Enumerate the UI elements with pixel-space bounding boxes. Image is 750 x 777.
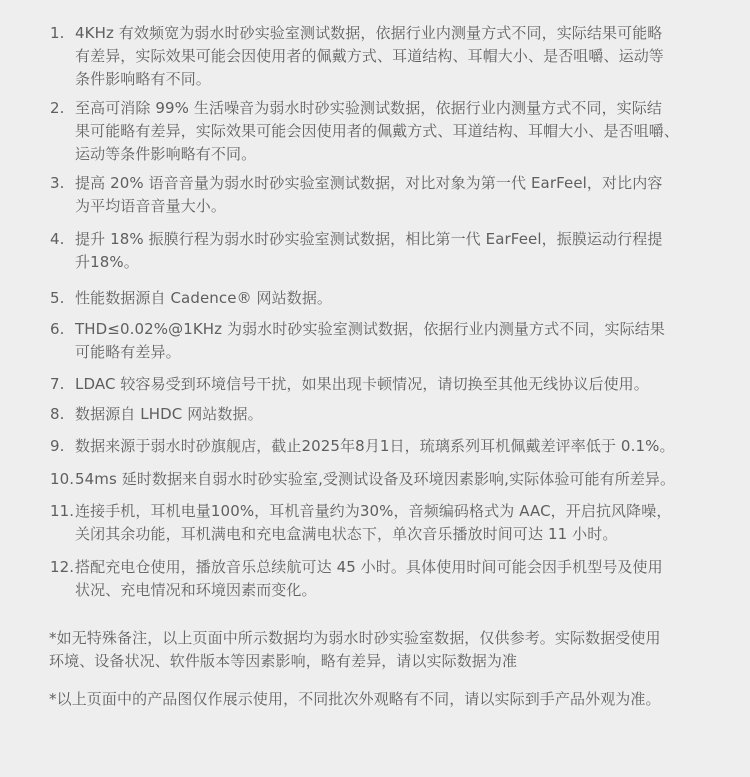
note-text: 提高 20% 语音音量为弱水时砂实验室测试数据，对比对象为第一代 EarFeel，对比内容 为平均语音音量大小。 xyxy=(75,174,663,215)
note-text: LDAC 较容易受到环境信号干扰，如果出现卡顿情况，请切换至其他无线协议后使用。 xyxy=(75,375,649,393)
note-text: 4KHz 有效频宽为弱水时砂实验室测试数据，依据行业内测量方式不同，实际结果可能略 有差异，实际效果可能会因使用者的佩戴方式、耳道结构、耳帽大小、是否咀嚼、运动等 条件影响略有不同。 xyxy=(75,24,664,88)
note-number: 3. xyxy=(50,174,65,192)
note-text: 搭配充电仓使用，播放音乐总续航可达 45 小时。具体使用时间可能会因手机型号及使用 状况、充电情况和环境因素而变化。 xyxy=(75,558,663,599)
note-text: THD≤0.02%@1KHz 为弱水时砂实验室测试数据，依据行业内测量方式不同，实际结果 可能略有差异。 xyxy=(75,320,665,361)
note-text: 数据源自 LHDC 网站数据。 xyxy=(75,405,263,423)
note-number: 1. xyxy=(50,24,65,42)
note-number: 10. xyxy=(50,470,75,488)
note-number: 11. xyxy=(50,502,75,520)
note-text: 数据来源于弱水时砂旗舰店，截止2025年8月1日，琉璃系列耳机佩戴差评率低于 0.1%。 xyxy=(75,437,675,455)
note-text: 至高可消除 99% 生活噪音为弱水时砂实验测试数据，依据行业内测量方式不同，实际结 果可能略有差异，实际效果可能会因使用者的佩戴方式、耳道结构、耳帽大小、是否咀嚼、 运动等条件影响略有不同。 xyxy=(75,99,680,163)
note-text: 性能数据源自 Cadence® 网站数据。 xyxy=(75,289,333,307)
note-number: 7. xyxy=(50,375,65,393)
note-number: 8. xyxy=(50,405,65,423)
footnote-image-disclaimer: *以上页面中的产品图仅作展示使用，不同批次外观略有不同，请以实际到手产品外观为准。 xyxy=(49,690,661,708)
note-text: 提升 18% 振膜行程为弱水时砂实验室测试数据，相比第一代 EarFeel，振膜运动行程提 升18%。 xyxy=(75,230,663,271)
note-number: 9. xyxy=(50,437,65,455)
note-number: 4. xyxy=(50,230,65,248)
note-text: 54ms 延时数据来自弱水时砂实验室,受测试设备及环境因素影响,实际体验可能有所差异。 xyxy=(75,470,676,488)
note-number: 2. xyxy=(50,99,65,117)
note-text: 连接手机，耳机电量100%，耳机音量约为30%，音频编码格式为 AAC，开启抗风降噪， 关闭其余功能，耳机满电和充电盒满电状态下，单次音乐播放时间可达 11 小时。 xyxy=(75,502,672,543)
footnote-data-disclaimer: *如无特殊备注，以上页面中所示数据均为弱水时砂实验室数据，仅供参考。实际数据受使用 环境、设备状况、软件版本等因素影响，略有差异，请以实际数据为准 xyxy=(49,629,661,670)
note-number: 12. xyxy=(50,558,75,576)
note-number: 6. xyxy=(50,320,65,338)
note-number: 5. xyxy=(50,289,65,307)
